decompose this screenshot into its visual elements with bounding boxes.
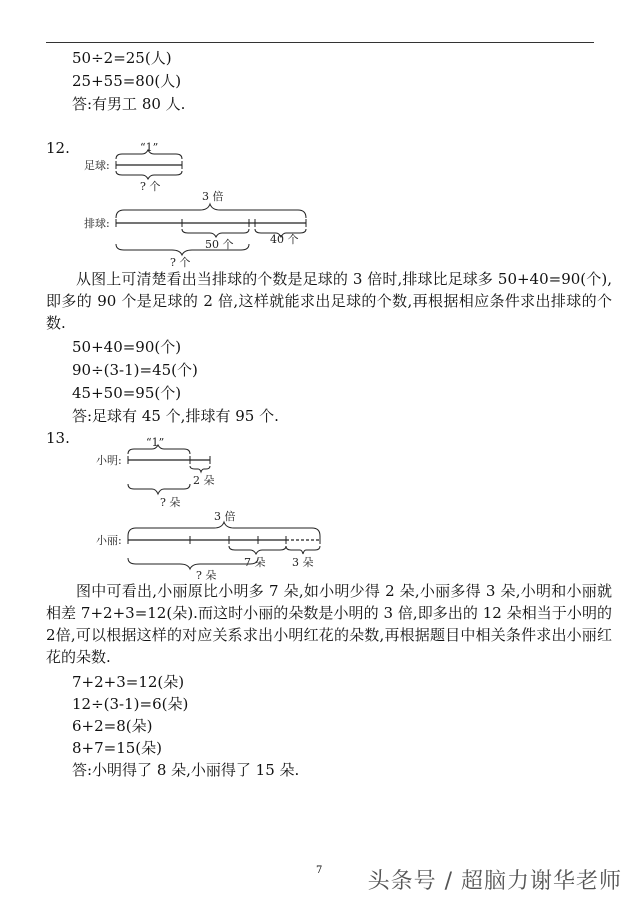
- fifty-label: 50 个: [205, 238, 234, 251]
- li-bottom-brace: [128, 558, 258, 569]
- q13-step-2: 12÷(3-1)=6(朵): [72, 695, 189, 713]
- q12-step-3: 45+50=95(个): [72, 384, 182, 402]
- question-13-number: 13.: [46, 429, 70, 447]
- seven-brace: [229, 546, 286, 554]
- q13-step-3: 6+2=8(朵): [72, 717, 153, 735]
- q13-answer: 答:小明得了 8 朵,小丽得了 15 朵.: [72, 761, 300, 779]
- soccer-question-label: ? 个: [140, 180, 161, 193]
- volley-question-label: ? 个: [170, 256, 191, 269]
- soccer-one-label: “1”: [140, 141, 159, 154]
- header-rule: [46, 42, 594, 43]
- forty-label: 40 个: [270, 233, 299, 246]
- volley-times3-label: 3 倍: [202, 190, 224, 203]
- seven-label: 7 朵: [244, 556, 266, 569]
- q13-explanation: 图中可看出,小丽原比小明多 7 朵,如小明少得 2 朵,小丽多得 3 朵,小明和小丽就相差 7+2+3=12(朵).而这时小丽的朵数是小明的 3 倍,即多出的 12 朵相当于小明的 2倍,可以根据这样的对应关系求出小明红花的朵数,再根据题目中相关条件求出小丽红花的朵数.: [46, 582, 612, 666]
- soccer-top-brace: [116, 150, 182, 159]
- soccer-bottom-brace: [116, 171, 182, 179]
- volley-top-brace: [116, 204, 306, 218]
- q12-answer: 答:足球有 45 个,排球有 95 个.: [72, 407, 279, 425]
- q12-step-2: 90÷(3-1)=45(个): [72, 361, 198, 379]
- two-label: 2 朵: [193, 474, 215, 487]
- q12-diagram: [0, 138, 640, 268]
- question-12-number: 12.: [46, 139, 70, 157]
- ming-top-brace: [128, 445, 190, 454]
- li-question-label: ? 朵: [196, 569, 217, 582]
- ming-bottom-brace: [128, 484, 190, 494]
- calc-line-1: 50÷2=25(人): [72, 49, 172, 67]
- page-number: 7: [316, 865, 323, 876]
- q12-step-1: 50+40=90(个): [72, 338, 182, 356]
- q13-step-4: 8+7=15(朵): [72, 739, 163, 757]
- q13-diagram: [0, 432, 640, 582]
- q13-step-1: 7+2+3=12(朵): [72, 673, 185, 691]
- two-brace: [190, 466, 210, 472]
- li-times3-label: 3 倍: [214, 510, 236, 523]
- li-label: 小丽:: [96, 534, 122, 547]
- answer-line: 答:有男工 80 人.: [72, 95, 186, 113]
- calc-line-2: 25+55=80(人): [72, 72, 182, 90]
- ming-question-label: ? 朵: [160, 496, 181, 509]
- ming-one-label: “1”: [146, 436, 165, 449]
- ming-label: 小明:: [96, 454, 122, 467]
- soccer-label: 足球:: [84, 159, 110, 172]
- three-label: 3 朵: [292, 556, 314, 569]
- volley-label: 排球:: [84, 217, 110, 230]
- three-brace: [286, 546, 320, 554]
- li-top-brace: [128, 522, 320, 536]
- q12-explanation: 从图上可清楚看出当排球的个数是足球的 3 倍时,排球比足球多 50+40=90(个),即多的 90 个是足球的 2 倍,这样就能求出足球的个数,再根据相应条件求出排球的个数.: [46, 270, 612, 332]
- watermark: 头条号 / 超脑力谢华老师: [367, 869, 622, 894]
- fifty-brace: [182, 229, 249, 237]
